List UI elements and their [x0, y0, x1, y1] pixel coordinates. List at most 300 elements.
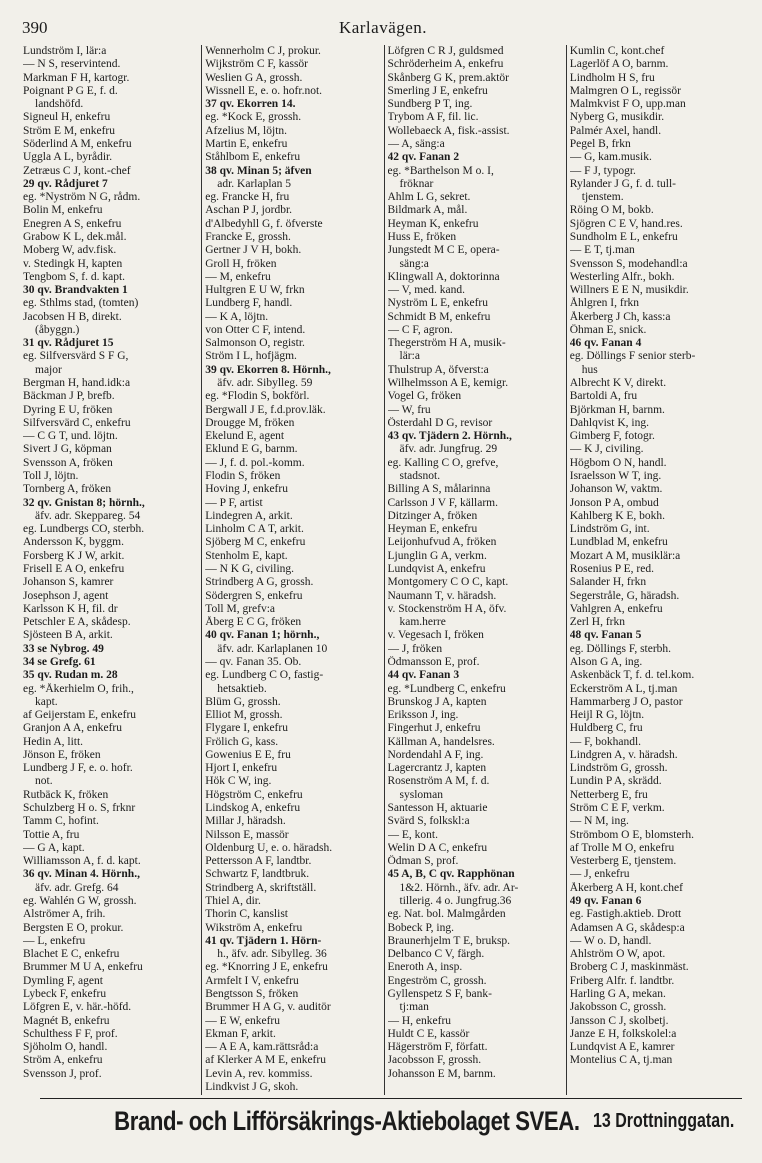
directory-entry: d'Albedyhll G, f. öfverste [205, 217, 323, 230]
directory-entry: Bengtsson S, fröken [205, 987, 299, 1000]
directory-entry: Nyberg G, musikdir. [569, 111, 665, 124]
directory-entry: Westerling Alfr., bokh. [569, 270, 675, 283]
directory-entry: Brummer M U A, enkefru [23, 961, 143, 974]
directory-entry: Salmonson O, registr. [205, 337, 305, 350]
column-3 [384, 45, 566, 1095]
directory-entry: Salander H, frkn [569, 576, 647, 589]
directory-entry: Petschler E A, skådesp. [23, 616, 131, 629]
directory-entry: — C F, agron. [387, 323, 453, 336]
directory-entry: Gimberg F, fotogr. [569, 430, 655, 443]
directory-entry: eg. Wahlén G W, grossh. [23, 895, 137, 907]
directory-entry: Oldenburg U, e. o. häradsh. [205, 841, 333, 854]
directory-entry: af Klerker A M E, enkefru [205, 1054, 326, 1067]
directory-entry: — W o. D, handl. [569, 934, 652, 947]
directory-entry: Jacobsen H B, direkt. [23, 310, 122, 323]
directory-entry: — V, med. kand. [387, 284, 466, 297]
directory-entry: Grabow K L, dek.mål. [23, 230, 127, 243]
directory-entry: — qv. Fanan 35. Ob. [205, 655, 302, 668]
directory-entry: Billing A S, målarinna [387, 483, 491, 496]
directory-entry: Strömbom O E, blomsterh. [569, 828, 695, 841]
directory-entry: Eklund E G, barnm. [205, 443, 298, 456]
directory-entry: Friberg Alfr. f. landtbr. [569, 974, 675, 987]
directory-entry: eg. *Lundberg C, enkefru [387, 682, 506, 695]
directory-entry: Sjöberg M C, enkefru [205, 536, 306, 549]
directory-entry: Brunskog J A, kapten [387, 695, 487, 708]
directory-entry: Israelsson W T, ing. [569, 470, 662, 482]
directory-entry: Stenholm E, kapt. [205, 549, 288, 562]
directory-entry: Johansson E M, barnm. [387, 1067, 496, 1080]
directory-entry: Drougge M, fröken [205, 416, 295, 429]
directory-entry: Pettersson A F, landtbr. [205, 855, 312, 868]
directory-entry: (åbyggn.) [35, 323, 80, 336]
directory-entry: Högbom O N, handl. [569, 456, 667, 469]
directory-entry: adr. Karlaplan 5 [217, 177, 292, 190]
directory-entry: 31 qv. Rådjuret 15 [23, 337, 114, 350]
directory-entry: Rosenius P E, red. [569, 562, 654, 575]
directory-entry: 39 qv. Ekorren 8. Hörnh., [205, 363, 331, 376]
directory-entry: Heyman E, enkefru [387, 523, 478, 536]
directory-entry: Tornberg A, fröken [23, 483, 112, 496]
directory-entry: 33 se Nybrog. 49 [23, 642, 104, 655]
directory-entry: Wissnell E, e. o. hofr.not. [205, 84, 323, 97]
directory-entry: eg. Döllings F, sterbh. [569, 642, 672, 655]
directory-entry: Sivert J G, köpman [23, 443, 112, 456]
directory-entry: Ståhlbom E, enkefru [205, 151, 301, 164]
directory-entry: Zetræus C J, kont.-chef [23, 164, 131, 177]
directory-entry: Millar J, häradsh. [205, 815, 286, 828]
directory-entry: eg. *Barthelson M o. I, [387, 164, 494, 177]
directory-entry: Heyman K, enkefru [387, 217, 479, 230]
directory-entry: Braunerhjelm T E, bruksp. [387, 934, 511, 947]
directory-entry: Tottie A, fru [23, 828, 80, 841]
directory-entry: af Geijerstam E, enkefru [23, 709, 137, 722]
directory-entry: Öhman E, snick. [569, 323, 647, 336]
directory-entry: Åkerberg A H, kont.chef [569, 881, 683, 894]
directory-entry: tj:man [399, 1001, 429, 1014]
directory-entry: Uggla A L, byrådir. [23, 151, 113, 164]
directory-entry: Ditzinger A, fröken [387, 509, 478, 522]
directory-entry: tillerig. 4 o. Jungfrug.36 [399, 895, 512, 907]
directory-entry: Tamm C, hofint. [23, 815, 99, 828]
directory-entry: Flodin S, fröken [205, 470, 281, 482]
directory-entry: Ström E M, enkefru [23, 124, 115, 137]
directory-entry: Toll J, löjtn. [23, 470, 79, 482]
directory-entry: Francke E, grossh. [205, 230, 291, 243]
directory-entry: — J, enkefru [569, 868, 630, 881]
directory-entry: Santesson H, aktuarie [387, 802, 488, 815]
directory-entry: eg. Silfversvärd S F G, [23, 350, 129, 363]
directory-entry: Ödman S, prof. [387, 855, 459, 868]
directory-entry: Granjon A A, enkefru [23, 722, 123, 735]
directory-entry: Montelius C A, tj.man [569, 1054, 673, 1067]
directory-entry: Söderlind A M, enkefru [23, 137, 132, 150]
directory-entry: Zerl H, frkn [569, 616, 625, 629]
directory-entry: Wennerholm C J, prokur. [205, 45, 321, 57]
directory-entry: stadsnot. [399, 470, 441, 482]
directory-entry: Magnét B, enkefru [23, 1014, 110, 1027]
directory-entry: Ahlm L G, sekret. [387, 191, 471, 204]
directory-entry: Willners E E N, musikdir. [569, 284, 689, 297]
directory-entry: Lundberg J F, e. o. hofr. [23, 762, 133, 775]
directory-entry: Pegel B, frkn [569, 137, 631, 150]
directory-entry: Hultgren E U W, frkn [205, 284, 305, 297]
directory-entry: Gowenius E E, fru [205, 748, 291, 761]
directory-entry: Dahlqvist K, ing. [569, 416, 649, 429]
directory-entry: Heijl R G, löjtn. [569, 709, 645, 722]
column-4 [566, 45, 748, 1095]
directory-entry: Thulstrup A, öfverst:a [387, 363, 489, 376]
directory-entry: eg. *Kock E, grossh. [205, 111, 302, 124]
directory-entry: 46 qv. Fanan 4 [569, 337, 642, 350]
directory-entry: sysloman [399, 788, 443, 801]
directory-entry: Vesterberg E, tjenstem. [569, 855, 677, 868]
directory-entry: Albrecht K V, direkt. [569, 377, 667, 390]
directory-entry: Welin D A C, enkefru [387, 841, 488, 854]
directory-entry: Åhlgren I, frkn [569, 297, 640, 310]
directory-entry: — E W, enkefru [205, 1014, 280, 1027]
directory-entry: Jonson P A, ombud [569, 496, 659, 509]
directory-entry: — M, enkefru [205, 270, 271, 283]
directory-entry: Hägerström F, författ. [387, 1041, 488, 1054]
directory-entry: Lundberg F, handl. [205, 297, 293, 310]
directory-entry: Lundqvist A E, kamrer [569, 1041, 675, 1054]
directory-entry: Hammarberg J O, pastor [569, 695, 683, 708]
footer-company: Brand- och Lifförsäkrings-Aktiebolaget SVEA. [114, 1105, 580, 1136]
directory-entry: Lundblad M, enkefru [569, 536, 668, 549]
directory-entry: — N K G, civiling. [205, 562, 295, 575]
directory-entry: Kumlin C, kont.chef [569, 45, 665, 57]
directory-entry: Lindkvist J G, skoh. [205, 1080, 299, 1093]
directory-entry: Schmidt B M, enkefru [387, 310, 491, 323]
directory-entry: 43 qv. Tjädern 2. Hörnh., [387, 430, 512, 443]
directory-entry: Nilsson E, massör [205, 828, 289, 841]
directory-entry: — N M, ing. [569, 815, 629, 828]
directory-entry: not. [35, 775, 53, 788]
directory-entry: Lindström G, int. [569, 523, 650, 536]
directory-entry: 37 qv. Ekorren 14. [205, 98, 296, 111]
directory-entry: v. Stedingk H, kapten [23, 257, 123, 270]
directory-entry: Schwartz F, landtbruk. [205, 868, 310, 881]
directory-entry: Andersson K, byggm. [23, 536, 124, 549]
directory-entry: — H, enkefru [387, 1014, 452, 1027]
directory-entry: Lagercrantz J, kapten [387, 762, 487, 775]
directory-entry: Lundström I, lär:a [23, 45, 107, 57]
directory-entry: Rutbäck K, fröken [23, 788, 109, 801]
directory-entry: kapt. [35, 695, 58, 708]
directory-entry: Trybom A F, fil. lic. [387, 111, 479, 124]
directory-entry: Thegerström H A, musik- [387, 337, 506, 350]
directory-entry: Vogel G, fröken [387, 390, 462, 403]
directory-entry: Björkman H, barnm. [569, 403, 665, 416]
page-header [22, 18, 744, 40]
directory-entry: — E T, tj.man [569, 244, 635, 257]
directory-entry: äfv. adr. Jungfrug. 29 [399, 443, 498, 456]
directory-entry: Bergwall J E, f.d.prov.läk. [205, 403, 326, 416]
directory-entry: 48 qv. Fanan 5 [569, 629, 642, 642]
directory-entry: 34 se Grefg. 61 [23, 655, 96, 668]
directory-entry: Afzelius M, löjtn. [205, 124, 288, 137]
directory-entry: 44 qv. Fanan 3 [387, 669, 460, 682]
directory-entry: Ahlström O W, apot. [569, 948, 666, 961]
directory-entry: Fingerhut J, enkefru [387, 722, 481, 735]
directory-entry: eg. *Knorring J E, enkefru [205, 961, 328, 974]
directory-entry: Wollebaeck A, fisk.-assist. [387, 124, 510, 137]
directory-entry: v. Stockenström H A, öfv. [387, 602, 507, 615]
directory-entry: Alson G A, ing. [569, 655, 643, 668]
directory-entry: eg. Lundbergs CO, sterbh. [23, 523, 145, 536]
directory-entry: 49 qv. Fanan 6 [569, 895, 642, 907]
directory-entry: äfv. adr. Sibylleg. 59 [217, 377, 313, 390]
directory-entry: Toll M, grefv:a [205, 602, 276, 615]
directory-entry: landshöfd. [35, 98, 84, 111]
directory-entry: h., äfv. adr. Sibylleg. 36 [217, 948, 327, 961]
directory-entry: Tengbom S, f. d. kapt. [23, 270, 126, 283]
directory-entry: Levin A, rev. kommiss. [205, 1067, 313, 1080]
directory-entry: eg. *Nyström N G, rådm. [23, 191, 141, 204]
directory-entry: Sjögren C E V, hand.res. [569, 217, 683, 230]
directory-entry: Carlsson J V F, källarm. [387, 496, 498, 509]
directory-entry: Signeul H, enkefru [23, 111, 111, 124]
directory-entry: Schulzberg H o. S, frknr [23, 802, 136, 815]
directory-entry: Lundqvist A, enkefru [387, 562, 486, 575]
directory-entry: Lindskog A, enkefru [205, 802, 301, 815]
directory-entry: — F J, typogr. [569, 164, 636, 177]
directory-entry: Ödmansson E, prof. [387, 655, 480, 668]
directory-entry: fröknar [399, 177, 434, 190]
directory-entry: Karlsson K H, fil. dr [23, 602, 118, 615]
directory-entry: Palmér Axel, handl. [569, 124, 662, 137]
footer-address: 13 Drottninggatan. [593, 1109, 735, 1132]
directory-entry: Aschan P J, jordbr. [205, 204, 293, 217]
directory-entry: — E, kont. [387, 828, 438, 841]
directory-entry: Hjort I, enkefru [205, 762, 278, 775]
directory-entry: Löfgren E, v. här.-höfd. [23, 1001, 132, 1014]
directory-entry: äfv. adr. Skeppareg. 54 [35, 509, 141, 522]
directory-entry: — N S, reservintend. [23, 58, 121, 71]
directory-entry: 1&2. Hörnh., äfv. adr. Ar- [399, 881, 519, 894]
directory-entry: Nordendahl A F, ing. [387, 748, 484, 761]
directory-entry: Schulthess F F, prof. [23, 1027, 118, 1040]
directory-entry: eg. Nat. bol. Malmgården [387, 908, 506, 921]
directory-entry: Silfversvärd C, enkefru [23, 416, 131, 429]
directory-entry: Jönson E, fröken [23, 748, 101, 761]
directory-entry: Åkerberg J Ch, kass:a [569, 310, 671, 323]
directory-entry: Ström I L, hofjägm. [205, 350, 297, 363]
directory-entry: Brummer H A G, v. auditör [205, 1001, 331, 1014]
directory-entry: Josephson J, agent [23, 589, 109, 602]
directory-entry: — P F, artist [205, 496, 263, 509]
directory-entry: 29 qv. Rådjuret 7 [23, 177, 108, 190]
directory-entry: Netterberg E, fru [569, 788, 648, 801]
directory-entry: Gertner J V H, bokh. [205, 244, 302, 257]
directory-entry: Groll H, fröken [205, 257, 277, 270]
directory-entry: Vahlgren A, enkefru [569, 602, 663, 615]
directory-entry: Huldt C E, kassör [387, 1027, 470, 1040]
directory-entry: 40 qv. Fanan 1; hörnh., [205, 629, 320, 642]
directory-entry: Blachet E C, enkefru [23, 948, 120, 961]
directory-entry: — C G T, und. löjtn. [23, 430, 118, 443]
directory-entry: von Otter C F, intend. [205, 323, 306, 336]
directory-entry: — A E A, kam.rättsråd:a [205, 1041, 319, 1054]
directory-entry: Janze E H, folkskolel:a [569, 1027, 677, 1040]
directory-entry: major [35, 363, 62, 376]
directory-entry: af Trolle M O, enkefru [569, 841, 675, 854]
directory-entry: Harling G A, mekan. [569, 987, 666, 1000]
directory-entry: Montgomery C O C, kapt. [387, 576, 509, 589]
directory-entry: Huss E, fröken [387, 230, 457, 243]
directory-entry: Ekelund E, agent [205, 430, 285, 443]
directory-entry: Johanson S, kamrer [23, 576, 114, 589]
directory-entry: Bartoldi A, fru [569, 390, 638, 403]
directory-entry: eg. Sthlms stad, (tomten) [23, 297, 139, 310]
directory-entry: Bergman H, hand.idk:a [23, 377, 131, 390]
directory-entry: Strindberg A, skriftställ. [205, 881, 317, 894]
directory-entry: Hök C W, ing. [205, 775, 272, 788]
directory-entry: äfv. adr. Grefg. 64 [35, 881, 119, 894]
directory-entry: — A, säng:a [387, 137, 445, 150]
directory-entry: Jungstedt M C E, opera- [387, 244, 500, 257]
directory-entry: Sundholm E L, enkefru [569, 230, 678, 243]
directory-entry: Naumann T, v. häradsh. [387, 589, 497, 602]
directory-entry: Poignant P G E, f. d. [23, 84, 118, 97]
directory-entry: Malmgren O L, regissör [569, 84, 681, 97]
directory-entry: Williamsson A, f. d. kapt. [23, 855, 141, 868]
directory-entry: 32 qv. Gnistan 8; hörnh., [23, 496, 145, 509]
directory-entry: 38 qv. Minan 5; äfven [205, 164, 312, 177]
directory-entry: Eckerström A L, tj.man [569, 682, 678, 695]
directory-entry: Elliot M, grossh. [205, 709, 283, 722]
directory-entry: kam.herre [399, 616, 446, 629]
directory-entry: — L, enkefru [23, 934, 86, 947]
directory-entry: — G, kam.musik. [569, 151, 652, 164]
directory-entry: Eriksson J, ing. [387, 709, 459, 722]
page-title: Karlavägen. [338, 18, 428, 37]
directory-entry: Bolin M, enkefru [23, 204, 103, 217]
directory-entry: Armfelt I V, enkefru [205, 974, 299, 987]
directory-entry: Röing O M, bokb. [569, 204, 654, 217]
directory-entry: Strindberg A G, grossh. [205, 576, 314, 589]
directory-entry: Wilhelmsson A E, kemigr. [387, 377, 509, 390]
directory-entry: Svärd S, folkskl:a [387, 815, 470, 828]
directory-entry: Södergren S, enkefru [205, 589, 303, 602]
directory-entry: Österdahl D G, revisor [387, 416, 493, 429]
directory-entry: Källman A, handelsres. [387, 735, 495, 748]
directory-entry: Delbanco C V, färgh. [387, 948, 485, 961]
directory-entry: Svensson S, modehandl:a [569, 257, 688, 270]
directory-entry: Nyström L E, enkefru [387, 297, 488, 310]
directory-entry: Jansson C J, skolbetj. [569, 1014, 669, 1027]
directory-entry: Blüm G, grossh. [205, 695, 281, 708]
directory-entry: Markman F H, kartogr. [23, 71, 130, 84]
directory-entry: Smerling J E, enkefru [387, 84, 488, 97]
directory-entry: 30 qv. Brandvakten 1 [23, 284, 128, 297]
directory-entry: v. Vegesach I, fröken [387, 629, 484, 642]
directory-entry: Lindholm H S, fru [569, 71, 655, 84]
directory-entry: Åberg E C G, fröken [205, 616, 302, 629]
directory-entry: Jacobsson F, grossh. [387, 1054, 482, 1067]
directory-entry: Gyllenspetz S F, bank- [387, 987, 492, 1000]
directory-entry: Engeström C, grossh. [387, 974, 487, 987]
directory-entry: Linholm C A T, arkit. [205, 523, 304, 536]
directory-entry: — K J, civiling. [569, 443, 644, 456]
directory-entry: Bobeck P, ing. [387, 921, 454, 934]
directory-entry: lär:a [399, 350, 420, 363]
directory-entry: eg. Döllings F senior sterb- [569, 350, 696, 363]
advertisement-footer [40, 1098, 742, 1143]
directory-entry: Svensson A, fröken [23, 456, 113, 469]
directory-entry: Sundberg P T, ing. [387, 98, 473, 111]
directory-entry: Lundin P A, skrädd. [569, 775, 662, 788]
directory-entry: eg. Francke H, fru [205, 191, 290, 204]
directory-entry: Askenbäck T, f. d. tel.kom. [569, 669, 695, 682]
directory-entry: Högström C, enkefru [205, 788, 303, 801]
directory-entry: Skånberg G K, prem.aktör [387, 71, 509, 84]
directory-entry: Lindström G, grossh. [569, 762, 668, 775]
directory-entry: Thiel A, dir. [205, 895, 261, 907]
directory-entry: Ström A, enkefru [23, 1054, 103, 1067]
directory-entry: Frölich G, kass. [205, 735, 279, 748]
directory-entry: Rosenström A M, f. d. [387, 775, 490, 788]
directory-entry: — J, f. d. pol.-komm. [205, 456, 305, 469]
directory-entry: Ekman F, arkit. [205, 1027, 276, 1040]
page-number: 390 [22, 18, 48, 37]
directory-entry: Wikström A, enkefru [205, 921, 303, 934]
directory-entry: Jakobsson C, grossh. [569, 1001, 667, 1014]
directory-entry: eg. Lundberg C O, fastig- [205, 669, 324, 682]
directory-entry: Flygare I, enkefru [205, 722, 288, 735]
directory-entry: Segerstråle, G, häradsh. [569, 589, 680, 602]
directory-entry: Broberg C J, maskinmäst. [569, 961, 689, 974]
directory-entry: — K A, löjtn. [205, 310, 269, 323]
directory-entry: Ström C E F, verkm. [569, 802, 665, 815]
directory-entry: Lindgren A, v. häradsh. [569, 748, 678, 761]
directory-entry: 42 qv. Fanan 2 [387, 151, 460, 164]
directory-entry: Thorin C, kanslist [205, 908, 288, 921]
directory-entry: Frisell E A O, enkefru [23, 562, 125, 575]
directory-entry: 36 qv. Minan 4. Hörnh., [23, 868, 140, 881]
directory-entry: Schröderheim A, enkefru [387, 58, 504, 71]
directory-entry: Alströmer A, frih. [23, 908, 106, 921]
directory-entry: Sjösteen B A, arkit. [23, 629, 113, 642]
directory-entry: Dyring E U, fröken [23, 403, 113, 416]
directory-entry: Sjöholm O, handl. [23, 1041, 108, 1054]
directory-entry: Lybeck F, enkefru [23, 987, 107, 1000]
directory-entry: Wijkström C F, kassör [205, 58, 309, 71]
directory-entry: Leijonhufvud A, fröken [387, 536, 497, 549]
directory-entry: Eneroth A, insp. [387, 961, 463, 974]
directory-entry: Weslien G A, grossh. [205, 71, 303, 84]
directory-entry: 45 A, B, C qv. Rapphönan [387, 868, 515, 881]
directory-entry: Mozart A M, musiklär:a [569, 549, 681, 562]
directory-entry: Löfgren C R J, guldsmed [387, 45, 504, 57]
directory-entry: Lagerlöf A O, barnm. [569, 58, 669, 71]
column-2 [201, 45, 383, 1095]
directory-entry: Lindegren A, arkit. [205, 509, 293, 522]
directory-columns [20, 45, 748, 1095]
directory-entry: Kahlberg K E, bokh. [569, 509, 666, 522]
directory-entry: eg. Fastigh.aktieb. Drott [569, 908, 682, 921]
directory-entry: Dymling F, agent [23, 974, 103, 987]
directory-entry: tjenstem. [581, 191, 624, 204]
directory-entry: eg. *Åkerhielm O, frih., [23, 682, 134, 695]
directory-entry: — G A, kapt. [23, 841, 85, 854]
directory-entry: eg. Kalling C O, grefve, [387, 456, 499, 469]
directory-entry: Bäckman J P, brefb. [23, 390, 115, 403]
directory-entry: — W, fru [387, 403, 431, 416]
directory-entry: hetsaktieb. [217, 682, 267, 695]
directory-entry: — F, bokhandl. [569, 735, 642, 748]
directory-entry: 35 qv. Rudan m. 28 [23, 669, 118, 682]
